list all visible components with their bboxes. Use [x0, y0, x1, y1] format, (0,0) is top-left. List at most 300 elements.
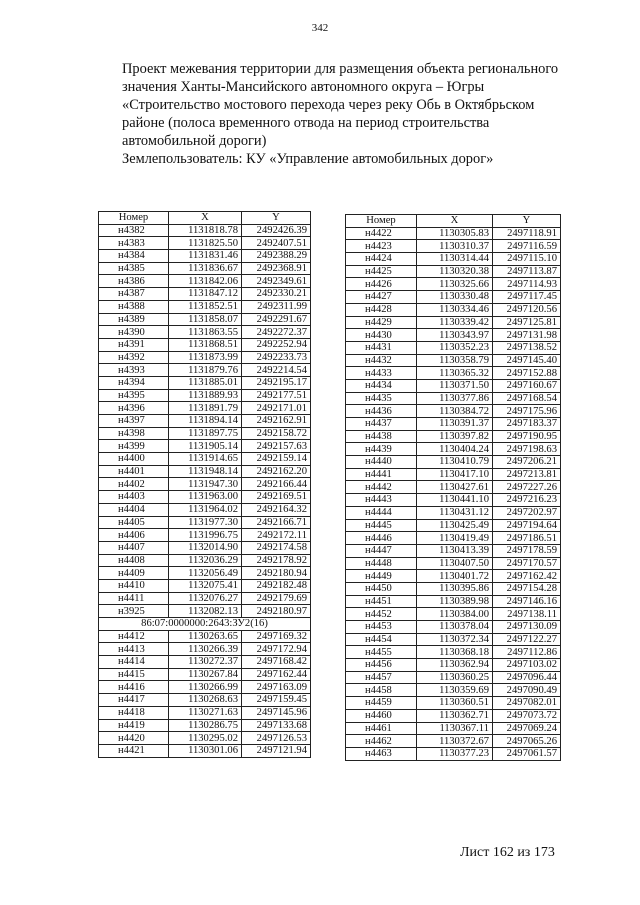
table-row — [346, 278, 561, 291]
point-number-cell: н4408 — [99, 554, 169, 567]
x-coordinate-cell: 1130266.99 — [169, 681, 242, 694]
point-number-cell: н4435 — [346, 392, 417, 405]
table-row — [99, 694, 311, 707]
y-coordinate-cell: 2497227.26 — [493, 481, 561, 494]
y-coordinate-cell: 2497117.45 — [493, 291, 561, 304]
x-coordinate-cell: 1130419.49 — [417, 532, 493, 545]
y-coordinate-cell: 2492214.54 — [242, 364, 311, 377]
table-row — [99, 224, 311, 237]
y-coordinate-cell: 2497113.87 — [493, 265, 561, 278]
y-coordinate-cell: 2497159.45 — [242, 694, 311, 707]
x-coordinate-cell: 1131831.46 — [169, 250, 242, 263]
x-coordinate-cell: 1131894.14 — [169, 415, 242, 428]
point-number-cell: н4397 — [99, 415, 169, 428]
point-number-cell: н4399 — [99, 440, 169, 453]
y-coordinate-cell: 2492164.32 — [242, 503, 311, 516]
table-row — [346, 519, 561, 532]
table-row — [99, 706, 311, 719]
y-coordinate-cell: 2497170.57 — [493, 557, 561, 570]
table-row — [346, 354, 561, 367]
x-coordinate-cell: 1130372.67 — [417, 735, 493, 748]
table-row — [99, 389, 311, 402]
point-number-cell: н4463 — [346, 747, 417, 760]
x-coordinate-cell: 1130271.63 — [169, 706, 242, 719]
point-number-cell: н4438 — [346, 430, 417, 443]
title-line: автомобильной дороги) — [122, 133, 267, 149]
table-row — [99, 516, 311, 529]
title-line: значения Ханты-Мансийского автономного округа – Югры — [122, 79, 485, 95]
y-coordinate-cell: 2492158.72 — [242, 427, 311, 440]
coordinates-table-right — [345, 214, 561, 761]
point-number-cell: н4452 — [346, 608, 417, 621]
point-number-cell: н4443 — [346, 494, 417, 507]
x-coordinate-cell: 1130389.98 — [417, 595, 493, 608]
table-row — [99, 605, 311, 618]
point-number-cell: н4398 — [99, 427, 169, 440]
document-title — [122, 60, 602, 168]
point-number-cell: н4424 — [346, 253, 417, 266]
title-line: Землепользователь: КУ «Управление автомобильных дорог» — [122, 151, 494, 167]
x-coordinate-cell: 1131914.65 — [169, 453, 242, 466]
point-number-cell: н4425 — [346, 265, 417, 278]
y-coordinate-cell: 2497126.53 — [242, 732, 311, 745]
table-row — [99, 427, 311, 440]
y-coordinate-cell: 2497061.57 — [493, 747, 561, 760]
y-coordinate-cell: 2497178.59 — [493, 544, 561, 557]
x-coordinate-cell: 1132076.27 — [169, 592, 242, 605]
table-row — [346, 430, 561, 443]
x-coordinate-cell: 1131836.67 — [169, 262, 242, 275]
table-row — [346, 570, 561, 583]
y-coordinate-cell: 2497121.94 — [242, 744, 311, 757]
table-row — [346, 481, 561, 494]
table-row — [346, 621, 561, 634]
table-row — [346, 405, 561, 418]
y-coordinate-cell: 2497116.59 — [493, 240, 561, 253]
x-coordinate-cell: 1131948.14 — [169, 465, 242, 478]
y-coordinate-cell: 2492159.14 — [242, 453, 311, 466]
y-coordinate-cell: 2497120.56 — [493, 303, 561, 316]
x-coordinate-cell: 1130377.86 — [417, 392, 493, 405]
point-number-cell: н4417 — [99, 694, 169, 707]
table-row — [99, 275, 311, 288]
point-number-cell: н4459 — [346, 697, 417, 710]
table-row — [346, 735, 561, 748]
y-coordinate-cell: 2497154.28 — [493, 582, 561, 595]
point-number-cell: н4402 — [99, 478, 169, 491]
y-coordinate-cell: 2492177.51 — [242, 389, 311, 402]
sheet-counter: Лист 162 из 173 — [460, 845, 555, 860]
x-coordinate-cell: 1130301.06 — [169, 744, 242, 757]
table-row — [346, 456, 561, 469]
point-number-cell: н4405 — [99, 516, 169, 529]
x-coordinate-cell: 1131885.01 — [169, 376, 242, 389]
point-number-cell: н4404 — [99, 503, 169, 516]
table-row — [99, 415, 311, 428]
table-header-row — [346, 215, 561, 228]
point-number-cell: н4382 — [99, 224, 169, 237]
y-coordinate-cell: 2497194.64 — [493, 519, 561, 532]
x-coordinate-cell: 1131842.06 — [169, 275, 242, 288]
y-coordinate-cell: 2492330.21 — [242, 288, 311, 301]
x-coordinate-cell: 1130314.44 — [417, 253, 493, 266]
y-coordinate-cell: 2492172.11 — [242, 529, 311, 542]
y-coordinate-cell: 2492157.63 — [242, 440, 311, 453]
y-coordinate-cell: 2492426.39 — [242, 224, 311, 237]
y-coordinate-cell: 2492166.44 — [242, 478, 311, 491]
y-coordinate-cell: 2497206.21 — [493, 456, 561, 469]
x-coordinate-cell: 1131858.07 — [169, 313, 242, 326]
table-row — [346, 697, 561, 710]
point-number-cell: н4401 — [99, 465, 169, 478]
y-coordinate-cell: 2497175.96 — [493, 405, 561, 418]
y-coordinate-cell: 2492272.37 — [242, 326, 311, 339]
table-row — [346, 494, 561, 507]
table-row — [99, 668, 311, 681]
point-number-cell: н4436 — [346, 405, 417, 418]
x-coordinate-cell: 1130362.94 — [417, 659, 493, 672]
table-row — [346, 443, 561, 456]
title-line: Проект межевания территории для размещения объекта регионального — [122, 61, 559, 77]
y-coordinate-cell: 2497115.10 — [493, 253, 561, 266]
x-coordinate-cell: 1131963.00 — [169, 491, 242, 504]
point-number-cell: н4400 — [99, 453, 169, 466]
table-row — [99, 554, 311, 567]
x-coordinate-cell: 1130365.32 — [417, 367, 493, 380]
point-number-cell: н4391 — [99, 338, 169, 351]
point-number-cell: н4409 — [99, 567, 169, 580]
y-coordinate-cell: 2497160.67 — [493, 379, 561, 392]
table-row — [346, 265, 561, 278]
point-number-cell: н4416 — [99, 681, 169, 694]
y-coordinate-cell: 2497114.93 — [493, 278, 561, 291]
y-coordinate-cell: 2497216.23 — [493, 494, 561, 507]
x-coordinate-cell: 1130343.97 — [417, 329, 493, 342]
table-row — [346, 329, 561, 342]
y-coordinate-cell: 2492311.99 — [242, 300, 311, 313]
table-row — [99, 529, 311, 542]
y-coordinate-cell: 2497069.24 — [493, 722, 561, 735]
x-coordinate-cell: 1130286.75 — [169, 719, 242, 732]
y-coordinate-cell: 2497103.02 — [493, 659, 561, 672]
point-number-cell: н4453 — [346, 621, 417, 634]
x-coordinate-cell: 1132014.90 — [169, 541, 242, 554]
y-coordinate-cell: 2497162.42 — [493, 570, 561, 583]
table-row — [99, 338, 311, 351]
point-number-cell: н4455 — [346, 646, 417, 659]
x-coordinate-cell: 1130401.72 — [417, 570, 493, 583]
table-row — [346, 747, 561, 760]
y-coordinate-cell: 2492169.51 — [242, 491, 311, 504]
point-number-cell: н4441 — [346, 468, 417, 481]
y-coordinate-cell: 2497168.54 — [493, 392, 561, 405]
table-row — [99, 491, 311, 504]
column-header-x: X — [417, 215, 493, 228]
table-row — [346, 253, 561, 266]
y-coordinate-cell: 2497138.52 — [493, 341, 561, 354]
point-number-cell: н4460 — [346, 709, 417, 722]
table-row — [346, 722, 561, 735]
x-coordinate-cell: 1130372.34 — [417, 633, 493, 646]
point-number-cell: н4447 — [346, 544, 417, 557]
column-header-x: X — [169, 212, 242, 225]
y-coordinate-cell: 2492182.48 — [242, 579, 311, 592]
x-coordinate-cell: 1130407.50 — [417, 557, 493, 570]
table-row — [346, 557, 561, 570]
y-coordinate-cell: 2492233.73 — [242, 351, 311, 364]
y-coordinate-cell: 2497172.94 — [242, 643, 311, 656]
point-number-cell: н4396 — [99, 402, 169, 415]
point-number-cell: н4384 — [99, 250, 169, 263]
table-row — [99, 592, 311, 605]
table-row — [99, 732, 311, 745]
x-coordinate-cell: 1130395.86 — [417, 582, 493, 595]
x-coordinate-cell: 1130268.63 — [169, 694, 242, 707]
table-row — [346, 303, 561, 316]
point-number-cell: н4395 — [99, 389, 169, 402]
y-coordinate-cell: 2497118.91 — [493, 227, 561, 240]
point-number-cell: н4412 — [99, 630, 169, 643]
x-coordinate-cell: 1131947.30 — [169, 478, 242, 491]
table-row — [99, 656, 311, 669]
x-coordinate-cell: 1130410.79 — [417, 456, 493, 469]
y-coordinate-cell: 2492162.20 — [242, 465, 311, 478]
y-coordinate-cell: 2492388.29 — [242, 250, 311, 263]
table-row — [346, 659, 561, 672]
x-coordinate-cell: 1130330.48 — [417, 291, 493, 304]
x-coordinate-cell: 1132036.29 — [169, 554, 242, 567]
table-row — [99, 300, 311, 313]
y-coordinate-cell: 2497131.98 — [493, 329, 561, 342]
x-coordinate-cell: 1131868.51 — [169, 338, 242, 351]
table-row — [346, 506, 561, 519]
point-number-cell: н4419 — [99, 719, 169, 732]
point-number-cell: н4418 — [99, 706, 169, 719]
y-coordinate-cell: 2497152.88 — [493, 367, 561, 380]
y-coordinate-cell: 2492166.71 — [242, 516, 311, 529]
point-number-cell: н4444 — [346, 506, 417, 519]
point-number-cell: н4406 — [99, 529, 169, 542]
table-row — [346, 532, 561, 545]
table-row — [99, 541, 311, 554]
x-coordinate-cell: 1130378.04 — [417, 621, 493, 634]
x-coordinate-cell: 1131977.30 — [169, 516, 242, 529]
point-number-cell: н4462 — [346, 735, 417, 748]
point-number-cell: н4448 — [346, 557, 417, 570]
y-coordinate-cell: 2497190.95 — [493, 430, 561, 443]
table-row — [99, 364, 311, 377]
x-coordinate-cell: 1130263.65 — [169, 630, 242, 643]
point-number-cell: н4439 — [346, 443, 417, 456]
x-coordinate-cell: 1130339.42 — [417, 316, 493, 329]
point-number-cell: н4430 — [346, 329, 417, 342]
table-row — [99, 326, 311, 339]
table-row — [346, 341, 561, 354]
y-coordinate-cell: 2492162.91 — [242, 415, 311, 428]
table-row — [99, 618, 311, 631]
y-coordinate-cell: 2497183.37 — [493, 418, 561, 431]
x-coordinate-cell: 1131873.99 — [169, 351, 242, 364]
table-row — [346, 392, 561, 405]
y-coordinate-cell: 2497133.68 — [242, 719, 311, 732]
point-number-cell: н4387 — [99, 288, 169, 301]
table-row — [99, 288, 311, 301]
table-row — [99, 503, 311, 516]
point-number-cell: н4433 — [346, 367, 417, 380]
table-row — [99, 579, 311, 592]
table-row — [99, 630, 311, 643]
table-row — [346, 671, 561, 684]
x-coordinate-cell: 1131825.50 — [169, 237, 242, 250]
table-row — [346, 227, 561, 240]
x-coordinate-cell: 1130425.49 — [417, 519, 493, 532]
y-coordinate-cell: 2492252.94 — [242, 338, 311, 351]
table-row — [346, 418, 561, 431]
table-row — [99, 376, 311, 389]
y-coordinate-cell: 2497168.42 — [242, 656, 311, 669]
y-coordinate-cell: 2492180.97 — [242, 605, 311, 618]
y-coordinate-cell: 2497112.86 — [493, 646, 561, 659]
point-number-cell: н4434 — [346, 379, 417, 392]
table-row — [99, 402, 311, 415]
y-coordinate-cell: 2497130.09 — [493, 621, 561, 634]
coordinates-table-left — [98, 211, 311, 758]
point-number-cell: н4442 — [346, 481, 417, 494]
point-number-cell: н4429 — [346, 316, 417, 329]
table-row — [346, 544, 561, 557]
y-coordinate-cell: 2497090.49 — [493, 684, 561, 697]
x-coordinate-cell: 1130413.39 — [417, 544, 493, 557]
point-number-cell: н4431 — [346, 341, 417, 354]
y-coordinate-cell: 2492349.61 — [242, 275, 311, 288]
x-coordinate-cell: 1132056.49 — [169, 567, 242, 580]
x-coordinate-cell: 1130310.37 — [417, 240, 493, 253]
point-number-cell: н4445 — [346, 519, 417, 532]
table-row — [99, 681, 311, 694]
x-coordinate-cell: 1131889.93 — [169, 389, 242, 402]
x-coordinate-cell: 1130431.12 — [417, 506, 493, 519]
page-number: 342 — [311, 22, 329, 34]
y-coordinate-cell: 2497125.81 — [493, 316, 561, 329]
x-coordinate-cell: 1130417.10 — [417, 468, 493, 481]
y-coordinate-cell: 2497122.27 — [493, 633, 561, 646]
table-row — [99, 719, 311, 732]
table-row — [99, 567, 311, 580]
x-coordinate-cell: 1131905.14 — [169, 440, 242, 453]
point-number-cell: н4394 — [99, 376, 169, 389]
y-coordinate-cell: 2497162.44 — [242, 668, 311, 681]
x-coordinate-cell: 1130384.72 — [417, 405, 493, 418]
x-coordinate-cell: 1131964.02 — [169, 503, 242, 516]
x-coordinate-cell: 1130352.23 — [417, 341, 493, 354]
y-coordinate-cell: 2497202.97 — [493, 506, 561, 519]
x-coordinate-cell: 1130367.11 — [417, 722, 493, 735]
table-row — [346, 709, 561, 722]
table-row — [346, 684, 561, 697]
y-coordinate-cell: 2497169.32 — [242, 630, 311, 643]
x-coordinate-cell: 1131863.55 — [169, 326, 242, 339]
x-coordinate-cell: 1131897.75 — [169, 427, 242, 440]
point-number-cell: н4386 — [99, 275, 169, 288]
title-line: «Строительство мостового перехода через реку Обь в Октябрьском — [122, 97, 535, 113]
y-coordinate-cell: 2497138.11 — [493, 608, 561, 621]
point-number-cell: н4426 — [346, 278, 417, 291]
point-number-cell: н4446 — [346, 532, 417, 545]
x-coordinate-cell: 1130360.25 — [417, 671, 493, 684]
table-row — [99, 643, 311, 656]
point-number-cell: н4388 — [99, 300, 169, 313]
point-number-cell: н4437 — [346, 418, 417, 431]
column-header-number: Номер — [346, 215, 417, 228]
point-number-cell: н4440 — [346, 456, 417, 469]
table-row — [99, 440, 311, 453]
table-row — [99, 351, 311, 364]
y-coordinate-cell: 2497065.26 — [493, 735, 561, 748]
y-coordinate-cell: 2497146.16 — [493, 595, 561, 608]
point-number-cell: н3925 — [99, 605, 169, 618]
x-coordinate-cell: 1131818.78 — [169, 224, 242, 237]
x-coordinate-cell: 1130427.61 — [417, 481, 493, 494]
table-row — [346, 646, 561, 659]
y-coordinate-cell: 2492368.91 — [242, 262, 311, 275]
y-coordinate-cell: 2492291.67 — [242, 313, 311, 326]
table-row — [346, 633, 561, 646]
point-number-cell: н4389 — [99, 313, 169, 326]
table-row — [346, 582, 561, 595]
y-coordinate-cell: 2497145.96 — [242, 706, 311, 719]
point-number-cell: н4421 — [99, 744, 169, 757]
x-coordinate-cell: 1131996.75 — [169, 529, 242, 542]
y-coordinate-cell: 2497145.40 — [493, 354, 561, 367]
point-number-cell: н4420 — [99, 732, 169, 745]
point-number-cell: н4383 — [99, 237, 169, 250]
table-row — [346, 379, 561, 392]
y-coordinate-cell: 2492407.51 — [242, 237, 311, 250]
point-number-cell: н4410 — [99, 579, 169, 592]
y-coordinate-cell: 2497073.72 — [493, 709, 561, 722]
point-number-cell: н4385 — [99, 262, 169, 275]
parcel-id-cell: 86:07:0000000:2643:ЗУ2(16) — [99, 618, 311, 631]
table-row — [99, 237, 311, 250]
x-coordinate-cell: 1130404.24 — [417, 443, 493, 456]
x-coordinate-cell: 1130359.69 — [417, 684, 493, 697]
table-row — [99, 453, 311, 466]
table-row — [346, 240, 561, 253]
y-coordinate-cell: 2492179.69 — [242, 592, 311, 605]
point-number-cell: н4454 — [346, 633, 417, 646]
x-coordinate-cell: 1130362.71 — [417, 709, 493, 722]
table-row — [346, 468, 561, 481]
table-row — [99, 250, 311, 263]
point-number-cell: н4407 — [99, 541, 169, 554]
point-number-cell: н4427 — [346, 291, 417, 304]
x-coordinate-cell: 1130391.37 — [417, 418, 493, 431]
point-number-cell: н4393 — [99, 364, 169, 377]
table-row — [346, 291, 561, 304]
table-row — [99, 465, 311, 478]
table-row — [346, 608, 561, 621]
point-number-cell: н4413 — [99, 643, 169, 656]
y-coordinate-cell: 2492174.58 — [242, 541, 311, 554]
x-coordinate-cell: 1130266.39 — [169, 643, 242, 656]
x-coordinate-cell: 1130358.79 — [417, 354, 493, 367]
x-coordinate-cell: 1132082.13 — [169, 605, 242, 618]
x-coordinate-cell: 1131891.79 — [169, 402, 242, 415]
x-coordinate-cell: 1130371.50 — [417, 379, 493, 392]
y-coordinate-cell: 2492178.92 — [242, 554, 311, 567]
column-header-y: Y — [242, 212, 311, 225]
x-coordinate-cell: 1130267.84 — [169, 668, 242, 681]
